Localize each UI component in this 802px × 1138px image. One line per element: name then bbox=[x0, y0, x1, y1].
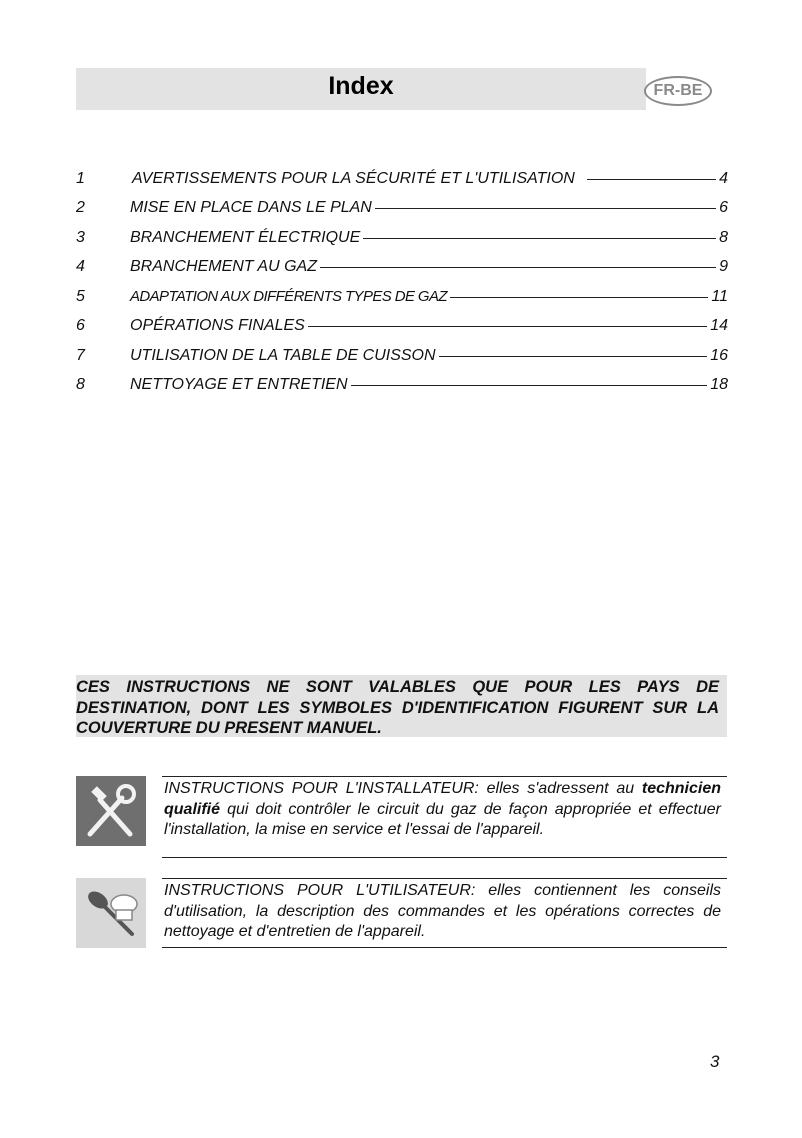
toc-number: 1 bbox=[76, 170, 85, 187]
tools-icon bbox=[76, 776, 146, 846]
toc-leader bbox=[363, 238, 716, 239]
toc-entry[interactable] bbox=[76, 170, 728, 192]
toc-number: 4 bbox=[76, 258, 85, 275]
toc-title: NETTOYAGE ET ENTRETIEN bbox=[130, 376, 348, 393]
toc-title: OPÉRATIONS FINALES bbox=[130, 317, 305, 334]
toc-number: 8 bbox=[76, 376, 85, 393]
toc-entry[interactable] bbox=[76, 258, 728, 280]
toc-title: MISE EN PLACE DANS LE PLAN bbox=[130, 199, 372, 216]
toc-leader bbox=[375, 208, 716, 209]
installer-text-end: qui doit contrôler le circuit du gaz de façon appropriée et effectuer l'installation, la mise en service et l'essai de l'appareil. bbox=[164, 800, 721, 838]
toc-entry[interactable] bbox=[76, 347, 728, 369]
toc-leader bbox=[439, 356, 708, 357]
installer-text-bold: technicien qualifié bbox=[164, 780, 722, 818]
toc-entry[interactable] bbox=[76, 229, 728, 251]
toc-title: UTILISATION DE LA TABLE DE CUISSON bbox=[130, 347, 436, 364]
toc-leader bbox=[351, 385, 708, 386]
header-bar bbox=[76, 68, 646, 110]
toc-title: BRANCHEMENT AU GAZ bbox=[130, 258, 317, 275]
validity-notice bbox=[76, 675, 727, 737]
toc-title: ADAPTATION AUX DIFFÉRENTS TYPES DE GAZ bbox=[130, 288, 447, 305]
toc-entry[interactable] bbox=[76, 199, 728, 221]
notice-text: CES INSTRUCTIONS NE SONT VALABLES QUE POUR LES PAYS DE DESTINATION, DONT LES SYMBOLES D'IDENTIFICATION FIGURENT SUR LA COUVERTURE DU PRESENT MANUEL. bbox=[76, 678, 719, 737]
toc-leader bbox=[308, 326, 707, 327]
toc-page: 9 bbox=[719, 258, 728, 275]
toc-title: BRANCHEMENT ÉLECTRIQUE bbox=[130, 229, 361, 246]
toc-number: 6 bbox=[76, 317, 85, 334]
installer-text bbox=[162, 776, 727, 858]
installer-text-start: INSTRUCTIONS POUR L'INSTALLATEUR: elles s'adressent au bbox=[164, 780, 635, 797]
toc-page: 6 bbox=[719, 199, 728, 216]
toc-number: 2 bbox=[76, 199, 85, 216]
toc-page: 14 bbox=[710, 317, 728, 334]
toc-number: 5 bbox=[76, 288, 85, 305]
toc-page: 11 bbox=[711, 288, 728, 305]
toc-number: 3 bbox=[76, 229, 85, 246]
toc-entry[interactable] bbox=[76, 288, 728, 310]
toc-entry[interactable] bbox=[76, 376, 728, 398]
toc-page: 8 bbox=[719, 229, 728, 246]
toc-page: 4 bbox=[719, 170, 728, 187]
toc-leader bbox=[320, 267, 716, 268]
toc-number: 7 bbox=[76, 347, 85, 364]
toc-leader bbox=[587, 179, 716, 180]
language-badge: FR-BE bbox=[644, 76, 712, 106]
page-number: 3 bbox=[710, 1052, 720, 1071]
toc-leader bbox=[450, 297, 708, 298]
toc-entry[interactable] bbox=[76, 317, 728, 339]
toc-title: AVERTISSEMENTS POUR LA SÉCURITÉ ET L'UTILISATION bbox=[132, 170, 575, 187]
toc-page: 16 bbox=[710, 347, 728, 364]
chef-spoon-icon bbox=[76, 878, 146, 948]
user-text: INSTRUCTIONS POUR L'UTILISATEUR: elles contiennent les conseils d'utilisation, la description des commandes et les opérations correctes de nettoyage et d'entretien de l'appareil. bbox=[162, 878, 727, 948]
toc-page: 18 bbox=[710, 376, 728, 393]
page-title: Index bbox=[328, 72, 394, 100]
